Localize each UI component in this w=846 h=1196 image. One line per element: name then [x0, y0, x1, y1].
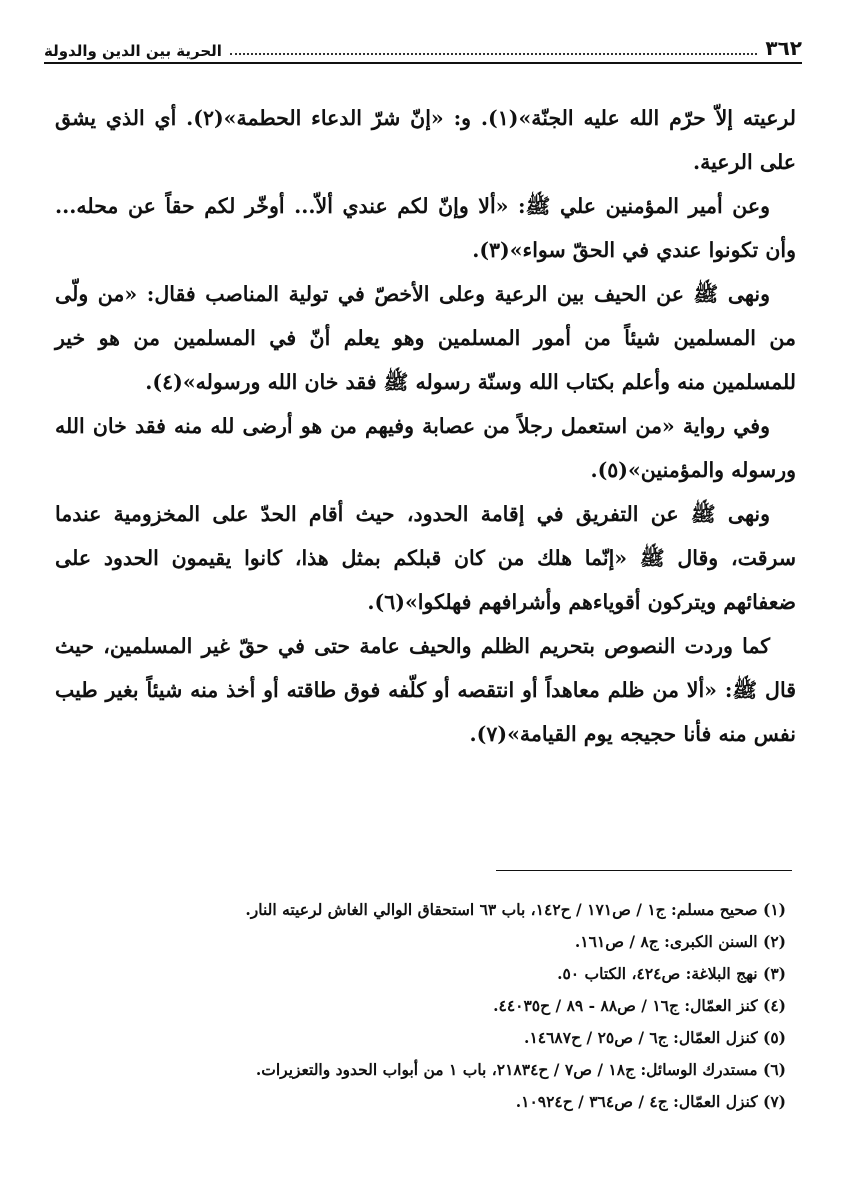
body-text	[55, 96, 796, 756]
footnote: (٤) كنز العمّال: ج١٦ / ص٨٨ - ٨٩ / ح٤٤٠٣٥.	[493, 996, 786, 1015]
paragraph: ونهى ﷺ عن الحيف بين الرعية وعلى الأخصّ في تولية المناصب فقال: «من ولّى من المسلمين شيئاً من أمور المسلمين وهو يعلم أنّ في المسلمين من هو خير للمسلمين منه وأعلم بكتاب الله وسنّة رسوله ﷺ فقد خان الله ورسوله»(٤).	[55, 282, 796, 394]
paragraph: وعن أمير المؤمنين علي ﷺ: «ألا وإنّ لكم عندي ألاّ... أوخّر لكم حقاً عن محله... وأن تكونوا عندي في الحقّ سواء»(٣).	[55, 194, 796, 262]
footnote: (١) صحيح مسلم: ج١ / ص١٧١ / ح١٤٢، باب ٦٣ استحقاق الوالي الغاش لرعيته النار.	[245, 900, 786, 919]
footnote: (٢) السنن الكبرى: ج٨ / ص١٦١.	[574, 932, 786, 951]
footnote: (٦) مستدرك الوسائل: ج١٨ / ص٧ / ح٢١٨٣٤، باب ١ من أبواب الحدود والتعزيرات.	[255, 1060, 786, 1079]
footnote: (٥) كنزل العمّال: ج٦ / ص٢٥ / ح١٤٦٨٧.	[524, 1028, 786, 1047]
footnotes	[60, 894, 786, 1118]
running-title: الحرية بين الدين والدولة	[44, 42, 222, 60]
footnote-separator	[496, 870, 792, 871]
paragraph: وفي رواية «من استعمل رجلاً من عصابة وفيهم من هو أرضى لله منه فقد خان الله ورسوله والمؤمنين»(٥).	[55, 414, 796, 482]
footnote: (٣) نهج البلاغة: ص٤٢٤، الكتاب ٥٠.	[557, 964, 786, 983]
page-number: ٣٦٢	[765, 36, 802, 60]
header-dot-leader	[230, 53, 757, 55]
footnote: (٧) كنزل العمّال: ج٤ / ص٣٦٤ / ح١٠٩٢٤.	[515, 1092, 786, 1111]
page-header	[44, 34, 802, 64]
paragraph: ونهى ﷺ عن التفريق في إقامة الحدود، حيث أقام الحدّ على المخزومية عندما سرقت، وقال ﷺ «إنّما هلك من كان قبلكم بمثل هذا، كانوا يقيمون الحدود على ضعفائهم ويتركون أقوياءهم وأشرافهم فهلكوا»(٦).	[55, 502, 796, 614]
paragraph: لرعيته إلاّ حرّم الله عليه الجنّة»(١). و: «إنّ شرّ الدعاء الحطمة»(٢). أي الذي يشق على الرعية.	[55, 106, 796, 174]
paragraph: كما وردت النصوص بتحريم الظلم والحيف عامة حتى في حقّ غير المسلمين، حيث قال ﷺ: «ألا من ظلم معاهداً أو انتقصه أو كلّفه فوق طاقته أو أخذ منه شيئاً بغير طيب نفس منه فأنا حجيجه يوم القيامة»(٧).	[55, 634, 796, 746]
